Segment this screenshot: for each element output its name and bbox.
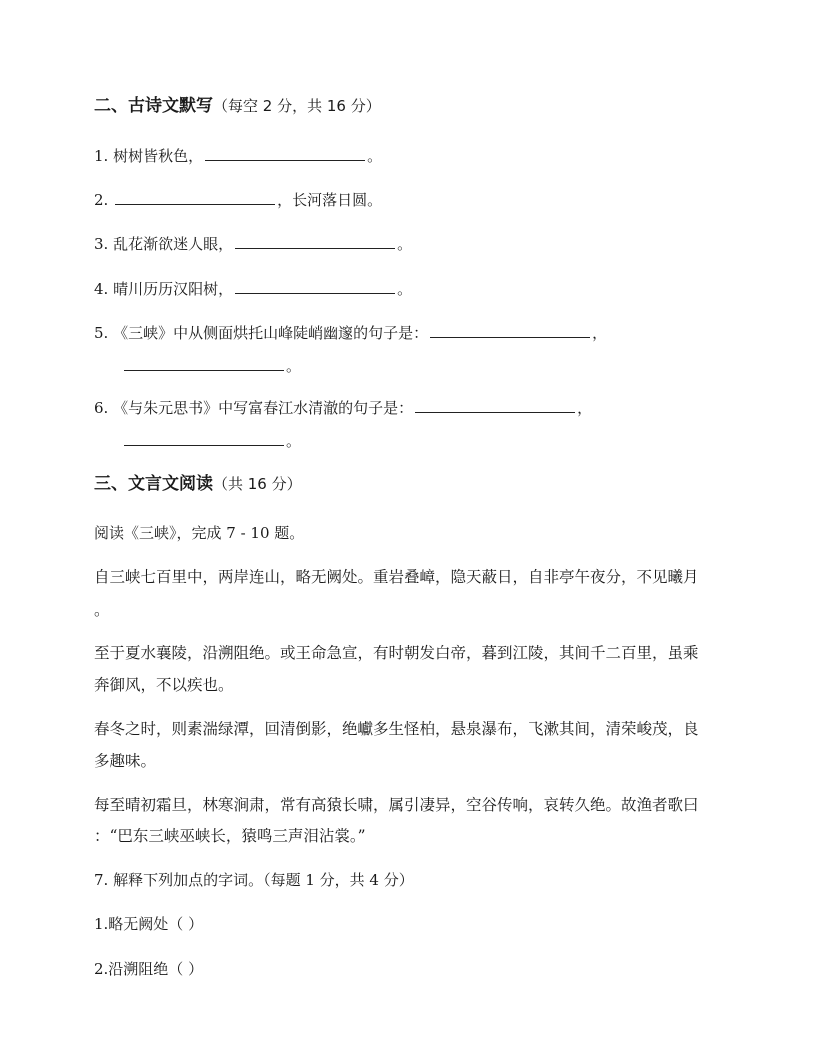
answer-blank[interactable] xyxy=(430,323,590,338)
question-2-text: ，长河落日圆。 xyxy=(277,191,383,209)
question-5-text: 5. 《三峡》中从侧面烘托山峰陡峭幽邃的句子是： xyxy=(94,324,429,342)
question-1-end: 。 xyxy=(367,147,383,165)
passage-paragraph-3-wrap: 多趣味。 xyxy=(94,752,157,770)
question-7: 7. 解释下列加点的字词。（每题 1 分，共 4 分） xyxy=(94,871,414,889)
question-2 xyxy=(94,190,382,210)
question-5-end: 。 xyxy=(286,357,302,375)
question-2-number: 2. xyxy=(94,191,114,209)
answer-blank[interactable] xyxy=(115,190,275,205)
question-4-text: 4. 晴川历历汉阳树， xyxy=(94,280,234,298)
question-4-end: 。 xyxy=(397,280,413,298)
passage-paragraph-3: 春冬之时，则素湍绿潭，回清倒影，绝巘多生怪柏，悬泉瀑布，飞漱其间，清荣峻茂，良 xyxy=(94,720,699,738)
question-1-text: 1. 树树皆秋色， xyxy=(94,147,204,165)
question-5-continued xyxy=(122,356,301,376)
section-3-note: （共 16 分） xyxy=(213,475,302,493)
answer-blank[interactable] xyxy=(124,356,284,371)
question-1 xyxy=(94,146,382,166)
passage-paragraph-2-wrap: 奔御风，不以疾也。 xyxy=(94,676,234,694)
section-2-title: 二、古诗文默写 xyxy=(94,96,213,116)
section-2-heading xyxy=(94,96,381,116)
answer-blank[interactable] xyxy=(205,146,365,161)
passage-paragraph-1: 自三峡七百里中，两岸连山，略无阙处。重岩叠嶂，隐天蔽日，自非亭午夜分，不见曦月 xyxy=(94,568,699,586)
question-6-end: 。 xyxy=(286,432,302,450)
answer-blank[interactable] xyxy=(124,431,284,446)
passage-paragraph-1-wrap: 。 xyxy=(94,601,110,619)
question-5 xyxy=(94,323,607,343)
reading-intro: 阅读《三峡》，完成 7 - 10 题。 xyxy=(94,524,305,542)
question-6 xyxy=(94,398,592,418)
question-6-text: 6. 《与朱元思书》中写富春江水清澈的句子是： xyxy=(94,399,414,417)
question-4 xyxy=(94,279,412,299)
answer-blank[interactable] xyxy=(415,398,575,413)
passage-paragraph-2: 至于夏水襄陵，沿溯阻绝。或王命急宣，有时朝发白帝，暮到江陵，其间千二百里，虽乘 xyxy=(94,644,699,662)
question-6-continued xyxy=(122,431,301,451)
question-5-comma: ， xyxy=(592,324,608,342)
question-7-item-2: 2.沿溯阻绝（ ） xyxy=(94,960,204,978)
section-2-note: （每空 2 分，共 16 分） xyxy=(213,97,381,115)
passage-paragraph-4: 每至晴初霜旦，林寒涧肃，常有高猿长啸，属引凄异，空谷传响，哀转久绝。故渔者歌曰 xyxy=(94,796,699,814)
answer-blank[interactable] xyxy=(235,234,395,249)
passage-paragraph-4-wrap: ：“巴东三峡巫峡长，猿鸣三声泪沾裳。” xyxy=(94,827,366,845)
question-3-text: 3. 乱花渐欲迷人眼， xyxy=(94,235,234,253)
question-6-comma: ， xyxy=(577,399,593,417)
question-7-item-1: 1.略无阙处（ ） xyxy=(94,915,204,933)
section-3-title: 三、文言文阅读 xyxy=(94,474,213,494)
question-3-end: 。 xyxy=(397,235,413,253)
answer-blank[interactable] xyxy=(235,279,395,294)
question-3 xyxy=(94,234,412,254)
section-3-heading xyxy=(94,474,302,494)
